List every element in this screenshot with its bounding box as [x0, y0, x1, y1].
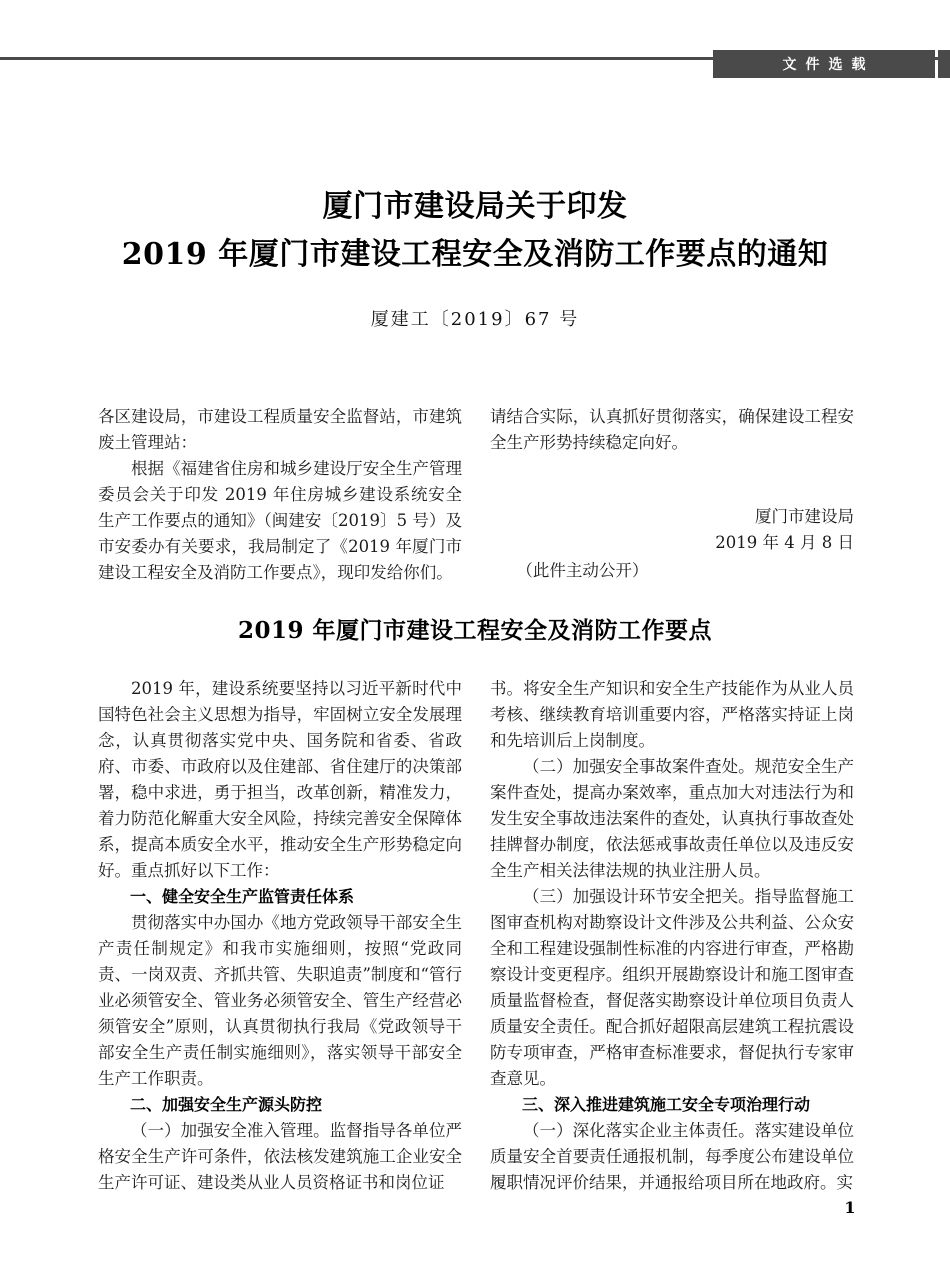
intro-addressee: 各区建设局，市建设工程质量安全监督站，市建筑废土管理站：	[98, 407, 462, 452]
document-title	[60, 185, 890, 281]
body-opening-paragraph: 2019 年，建设系统要坚持以习近平新时代中国特色社会主义思想为指导，牢固树立安全发展理念，认真贯彻落实党中央、国务院和省委、省政府、市委、市政府以及住建部、省住建厅的决策部署，稳中求进，勇于担当，改革创新，精准发力，着力防范化解重大安全风险，持续完善安全保障体系，提高本质安全水平，推动安全生产形势稳定向好。重点抓好以下工作：	[98, 679, 462, 880]
header-tab-end-cap	[938, 50, 950, 78]
public-disclosure-note: （此件主动公开）	[516, 561, 649, 580]
body-heading-two: 二、加强安全生产源头防控	[130, 1095, 323, 1114]
signature-date: 2019 年 4 月 8 日	[715, 533, 854, 552]
intro-columns	[98, 404, 854, 586]
intro-column-left	[98, 404, 462, 586]
body-paragraph-five: （一）深化落实企业主体责任。落实建设单位质量安全首要责任通报机制，每季度公布建设单位履职情况评价结果，并通报给项目所在地政府。实	[490, 1121, 854, 1192]
body-column-right	[490, 676, 854, 1192]
intro-column-right	[490, 404, 854, 586]
header-section-tab: 文件选载	[713, 50, 935, 78]
intro-paragraph-right: 请结合实际，认真抓好贯彻落实，确保建设工程安全生产形势持续稳定向好。	[490, 407, 854, 452]
main-columns	[98, 676, 854, 1192]
signature-organization: 厦门市建设局	[755, 507, 854, 526]
page-number: 1	[844, 1198, 856, 1217]
signature-block	[490, 504, 854, 556]
title-line-2: 2019 年厦门市建设工程安全及消防工作要点的通知	[121, 237, 829, 272]
body-column-left	[98, 676, 462, 1192]
intro-paragraph-left: 根据《福建省住房和城乡建设厅安全生产管理委员会关于印发 2019 年住房城乡建设系统安全生产工作要点的通知》（闽建安〔2019〕5 号）及市安委办有关要求，我局制定了《2019 年厦门市建设工程安全及消防工作要点》，现印发给你们。	[98, 459, 462, 582]
body-paragraph-two: （一）加强安全准入管理。监督指导各单位严格安全生产许可条件，依法核发建筑施工企业安全生产许可证、建设类从业人员资格证书和岗位证	[98, 1121, 462, 1192]
running-header	[0, 0, 950, 90]
body-heading-three: 三、深入推进建筑施工安全专项治理行动	[522, 1095, 811, 1114]
body-heading-one: 一、健全安全生产监管责任体系	[130, 887, 355, 906]
body-paragraph-continuation: 书。将安全生产知识和安全生产技能作为从业人员考核、继续教育培训重要内容，严格落实持证上岗和先培训后上岗制度。	[490, 679, 854, 750]
section-heading: 2019 年厦门市建设工程安全及消防工作要点	[237, 617, 713, 644]
title-line-1: 厦门市建设局关于印发	[322, 189, 628, 224]
document-number: 厦建工〔2019〕67 号	[370, 309, 580, 330]
body-paragraph-four: （三）加强设计环节安全把关。指导监督施工图审查机构对勘察设计文件涉及公共利益、公众安全和工程建设强制性标准的内容进行审查，严格勘察设计变更程序。组织开展勘察设计和施工图审查质量监督检查，督促落实勘察设计单位项目负责人质量安全责任。配合抓好超限高层建筑工程抗震设防专项审查，严格审查标准要求，督促执行专家审查意见。	[490, 887, 854, 1088]
body-paragraph-three: （二）加强安全事故案件查处。规范安全生产案件查处，提高办案效率，重点加大对违法行为和发生安全事故违法案件的查处，认真执行事故查处挂牌督办制度，依法惩戒事故责任单位以及违反安全生产相关法律法规的执业注册人员。	[490, 757, 854, 880]
body-paragraph-one: 贯彻落实中办国办《地方党政领导干部安全生产责任制规定》和我市实施细则，按照“党政同责、一岗双责、齐抓共管、失职追责”制度和“管行业必须管安全、管业务必须管安全、管生产经营必须管安全”原则，认真贯彻执行我局《党政领导干部安全生产责任制实施细则》，落实领导干部安全生产工作职责。	[98, 913, 462, 1088]
